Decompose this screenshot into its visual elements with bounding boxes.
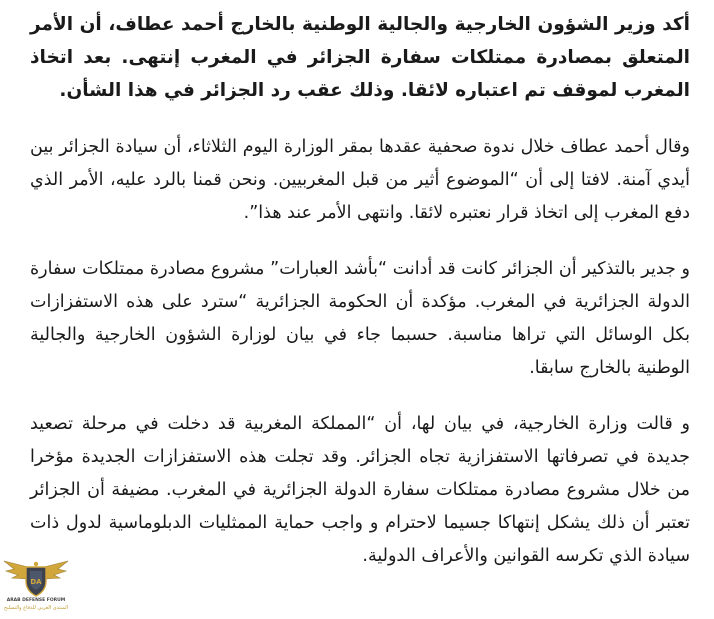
article-paragraph-3: و قالت وزارة الخارجية، في بيان لها، أن “المملكة المغربية قد دخلت في مرحلة تصعيد جديدة في تصرفاتها الاستفزازية تجاه الجزائر. وقد تجلت هذه الاستفزازات الجديدة مؤخرا من خلال مشروع مصادرة ممتلكات سفارة الدولة الجزائرية في المغرب. مضيفة أن الجزائر تعتبر أن ذلك يشكل إنتهاكا جسيما لاحترام و واجب حماية الممثليات الدبلوماسية لدول ذات سيادة الذي تكرسه القوانين والأعراف الدولية.: [30, 414, 690, 566]
article-paragraph-2: و جدير بالتذكير أن الجزائر كانت قد أدانت “بأشد العبارات” مشروع مصادرة ممتلكات سفارة الدولة الجزائرية في المغرب. مؤكدة أن الحكومة الجزائرية “سترد على هذه الاستفزازات بكل الوسائل التي تراها مناسبة. حسبما جاء في بيان لوزارة الشؤون الخارجية والجالية الوطنية بالخارج سابقا.: [30, 259, 690, 378]
watermark-subtitle: المنتدى العربي للدفاع والتسليح: [3, 605, 69, 611]
watermark-logo: [0, 555, 72, 619]
article-body: [30, 8, 690, 573]
article-lead: أكد وزير الشؤون الخارجية والجالية الوطنية بالخارج أحمد عطاف، أن الأمر المتعلق بمصادرة ممتلكات سفارة الجزائر في المغرب إنتهى. بعد اتخاذ المغرب لموقف تم اعتباره لائقا. وذلك عقب رد الجزائر في هذا الشأن.: [30, 14, 690, 101]
svg-text:DA: DA: [30, 578, 42, 586]
article-paragraph-1: وقال أحمد عطاف خلال ندوة صحفية عقدها بمقر الوزارة اليوم الثلاثاء، أن سيادة الجزائر بين أيدي آمنة. لافتا إلى أن “الموضوع أثير من قبل المغربيين. ونحن قمنا بالرد عليه، الأمر الذي دفع المغرب إلى اتخاذ قرار نعتبره لائقا. وانتهى الأمر عند هذا”.: [30, 137, 690, 223]
eagle-shield-icon: [0, 555, 72, 599]
watermark-name: ARAB DEFENSE FORUM: [6, 598, 66, 603]
